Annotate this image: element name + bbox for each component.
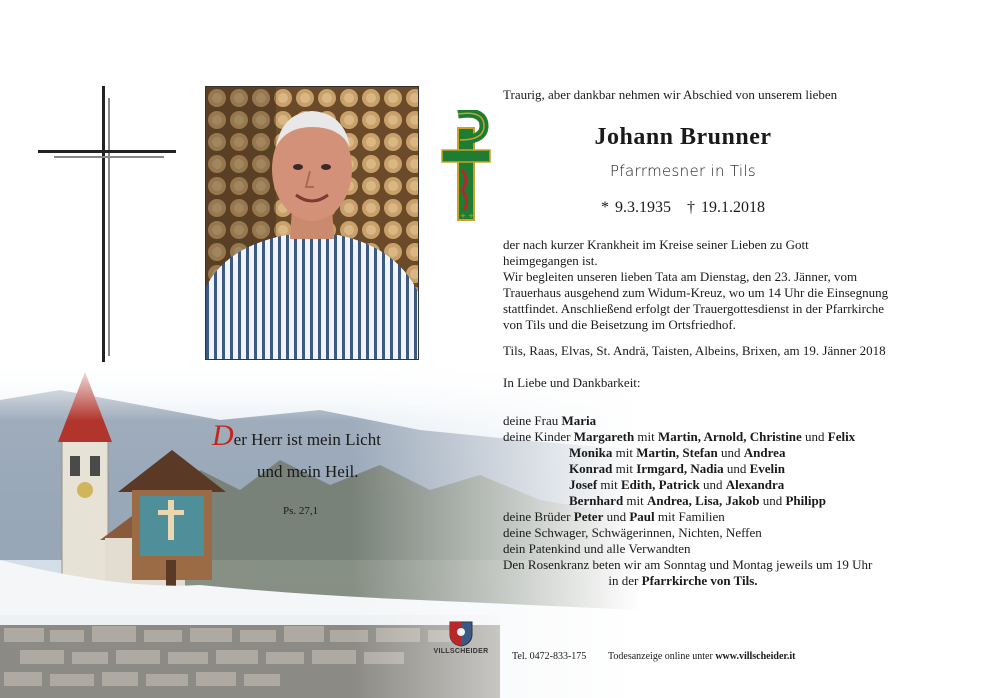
family-child: Konrad mit Irmgard, Nadia und Evelin <box>569 461 785 476</box>
body-line: der nach kurzer Krankheit im Kreise seiner Lieben zu Gott <box>503 237 809 252</box>
deceased-role: Pfarrmesner in Tils <box>610 162 756 180</box>
body-line: von Tils und die Beisetzung im Ortsfriedhof. <box>503 317 736 332</box>
body-line: Trauerhaus ausgehend zum Widum-Kreuz, wo um 14 Uhr die Einsegnung <box>503 285 889 300</box>
birth-date: * 9.3.1935 <box>601 199 671 216</box>
family-list <box>503 413 855 557</box>
body-line: heimgegangen ist. <box>503 253 598 268</box>
quote-line-2: und mein Heil. <box>257 462 359 481</box>
logo-text: VILLSCHEIDER <box>433 648 489 655</box>
psalm-reference: Ps. 27,1 <box>283 505 319 517</box>
cross-icon <box>38 86 178 364</box>
deceased-name: Johann Brunner <box>594 124 772 150</box>
bible-quote <box>212 419 381 482</box>
svg-text:+ +: + + <box>460 212 474 220</box>
family-child: Monika mit Martin, Stefan und Andrea <box>569 445 786 460</box>
portrait-photo <box>205 86 419 360</box>
family-brothers: deine Brüder Peter und Paul mit Familien <box>503 509 725 524</box>
phone-number: Tel. 0472-833-175 <box>512 651 587 662</box>
family-child: Bernhard mit Andrea, Lisa, Jakob und Philipp <box>569 493 826 508</box>
body-line: stattfindet. Anschließend erfolgt der Trauergottesdienst in der Pfarrkirche <box>503 301 884 316</box>
place-date: Tils, Raas, Elvas, St. Andrä, Taisten, Albeins, Brixen, am 19. Jänner 2018 <box>503 343 886 358</box>
website-link[interactable]: www.villscheider.it <box>715 651 796 662</box>
family-wife: deine Frau Maria <box>503 413 597 428</box>
body-line: Wir begleiten unseren lieben Tata am Dienstag, den 23. Jänner, vom <box>503 269 858 284</box>
gratitude-line: In Liebe und Dankbarkeit: <box>503 375 641 390</box>
intro-text: Traurig, aber dankbar nehmen wir Abschied von unserem lieben <box>503 87 838 102</box>
family-child: Josef mit Edith, Patrick und Alexandra <box>569 477 785 492</box>
life-dates <box>503 199 863 217</box>
online-notice: Todesanzeige online unter www.villscheider.it <box>608 651 796 662</box>
family-children: deine Kinder Margareth mit Martin, Arnold, Christine und Felix <box>503 429 856 444</box>
quote-line-1: er Herr ist mein Licht <box>233 430 381 449</box>
family-inlaws: deine Schwager, Schwägerinnen, Nichten, Neffen <box>503 525 762 540</box>
quote-dropcap: D <box>212 419 234 452</box>
rosary-line-2: in der Pfarrkirche von Tils. <box>608 573 758 588</box>
crest-icon <box>428 618 494 648</box>
announcement-body <box>503 237 888 333</box>
funeral-home-logo <box>428 618 494 664</box>
rosary-notice <box>503 557 873 589</box>
rosary-line-1: Den Rosenkranz beten wir am Sonntag und Montag jeweils um 19 Uhr <box>503 557 873 572</box>
chi-rho-icon <box>440 110 492 226</box>
family-godchild: dein Patenkind und alle Verwandten <box>503 541 691 556</box>
death-date: † 19.1.2018 <box>687 199 765 216</box>
